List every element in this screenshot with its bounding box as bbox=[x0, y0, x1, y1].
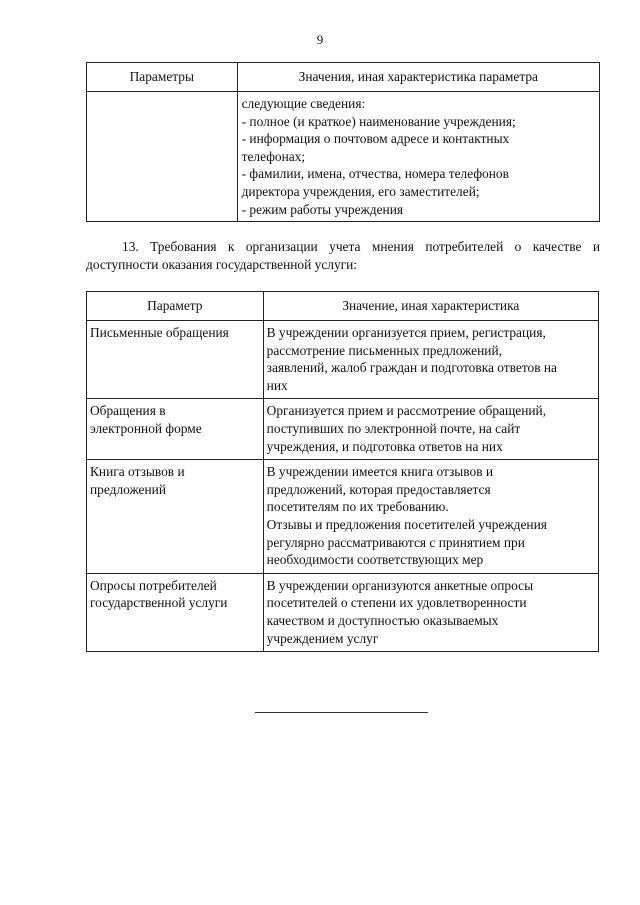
parameter-cell bbox=[87, 460, 264, 574]
header-value: Значение, иная характеристика bbox=[263, 292, 598, 321]
value-line: необходимости соответствующих мер bbox=[266, 552, 484, 568]
table-header-row bbox=[87, 292, 599, 321]
empty-parameter-cell bbox=[87, 92, 238, 222]
header-values: Значения, иная характеристика параметра bbox=[237, 63, 599, 92]
parameter-line: Книга отзывов и bbox=[90, 464, 185, 480]
value-cell bbox=[263, 573, 598, 651]
value-line: них bbox=[266, 377, 288, 393]
parameter-line: электронной форме bbox=[90, 420, 202, 436]
table-row bbox=[87, 573, 599, 651]
value-line: учреждением услуг bbox=[266, 630, 379, 646]
table-row bbox=[87, 321, 599, 399]
parameter-line: Опросы потребителей bbox=[90, 577, 217, 593]
value-line: посетителей о степени их удовлетворенности bbox=[266, 595, 527, 611]
parameters-table-continued bbox=[86, 62, 600, 222]
value-line: директора учреждения, его заместителей; bbox=[241, 183, 480, 199]
value-line: поступивших по электронной почте, на сайт bbox=[266, 420, 521, 436]
header-parameter: Параметр bbox=[87, 292, 264, 321]
parameter-line: государственной услуги bbox=[90, 595, 228, 611]
section-13-line-2: доступности оказания государственной услуги: bbox=[86, 257, 358, 272]
parameter-cell bbox=[87, 321, 264, 399]
value-cell bbox=[263, 321, 598, 399]
value-line: - режим работы учреждения bbox=[241, 201, 404, 217]
value-line: предложений, которая предоставляется bbox=[266, 481, 491, 497]
value-line: - фамилии, имена, отчества, номера телефонов bbox=[241, 166, 509, 182]
header-parameters: Параметры bbox=[87, 63, 238, 92]
parameter-cell bbox=[87, 399, 264, 460]
parameter-line: Обращения в bbox=[90, 403, 166, 419]
page-number: 9 bbox=[316, 32, 324, 47]
table-row bbox=[87, 399, 599, 460]
value-cell bbox=[263, 460, 598, 574]
section-13-heading bbox=[86, 238, 600, 274]
section-13-line-1: 13. Требования к организации учета мнения потребителей о качестве и bbox=[122, 239, 600, 254]
parameter-line: Письменные обращения bbox=[90, 325, 229, 340]
value-line: телефонах; bbox=[241, 148, 306, 164]
value-line: следующие сведения: bbox=[241, 96, 366, 111]
value-line: регулярно рассматриваются с принятием при bbox=[266, 534, 525, 550]
table-row bbox=[87, 460, 599, 574]
value-line: - информация о почтовом адресе и контактных bbox=[241, 131, 510, 147]
footer-rule bbox=[255, 712, 428, 713]
value-line: рассмотрение письменных предложений, bbox=[266, 342, 502, 358]
value-cell bbox=[237, 92, 599, 222]
value-line: качеством и доступностью оказываемых bbox=[266, 612, 499, 628]
value-line: Отзывы и предложения посетителей учреждения bbox=[266, 516, 547, 532]
value-line: В учреждении имеется книга отзывов и bbox=[266, 464, 494, 480]
parameter-cell bbox=[87, 573, 264, 651]
value-line: В учреждении организуются анкетные опросы bbox=[266, 577, 534, 593]
value-line: посетителям по их требованию. bbox=[266, 499, 449, 515]
value-line: Организуется прием и рассмотрение обращений, bbox=[266, 403, 547, 419]
value-line: заявлений, жалоб граждан и подготовка ответов на bbox=[266, 360, 557, 376]
value-line: - полное (и краткое) наименование учреждения; bbox=[241, 113, 516, 129]
feedback-requirements-table bbox=[86, 291, 599, 652]
table-row bbox=[87, 92, 600, 222]
value-cell bbox=[263, 399, 598, 460]
parameter-line: предложений bbox=[90, 481, 167, 497]
value-line: В учреждении организуется прием, регистрация, bbox=[266, 325, 546, 340]
value-line: учреждения, и подготовка ответов на них bbox=[266, 438, 503, 454]
table-header-row bbox=[87, 63, 600, 92]
